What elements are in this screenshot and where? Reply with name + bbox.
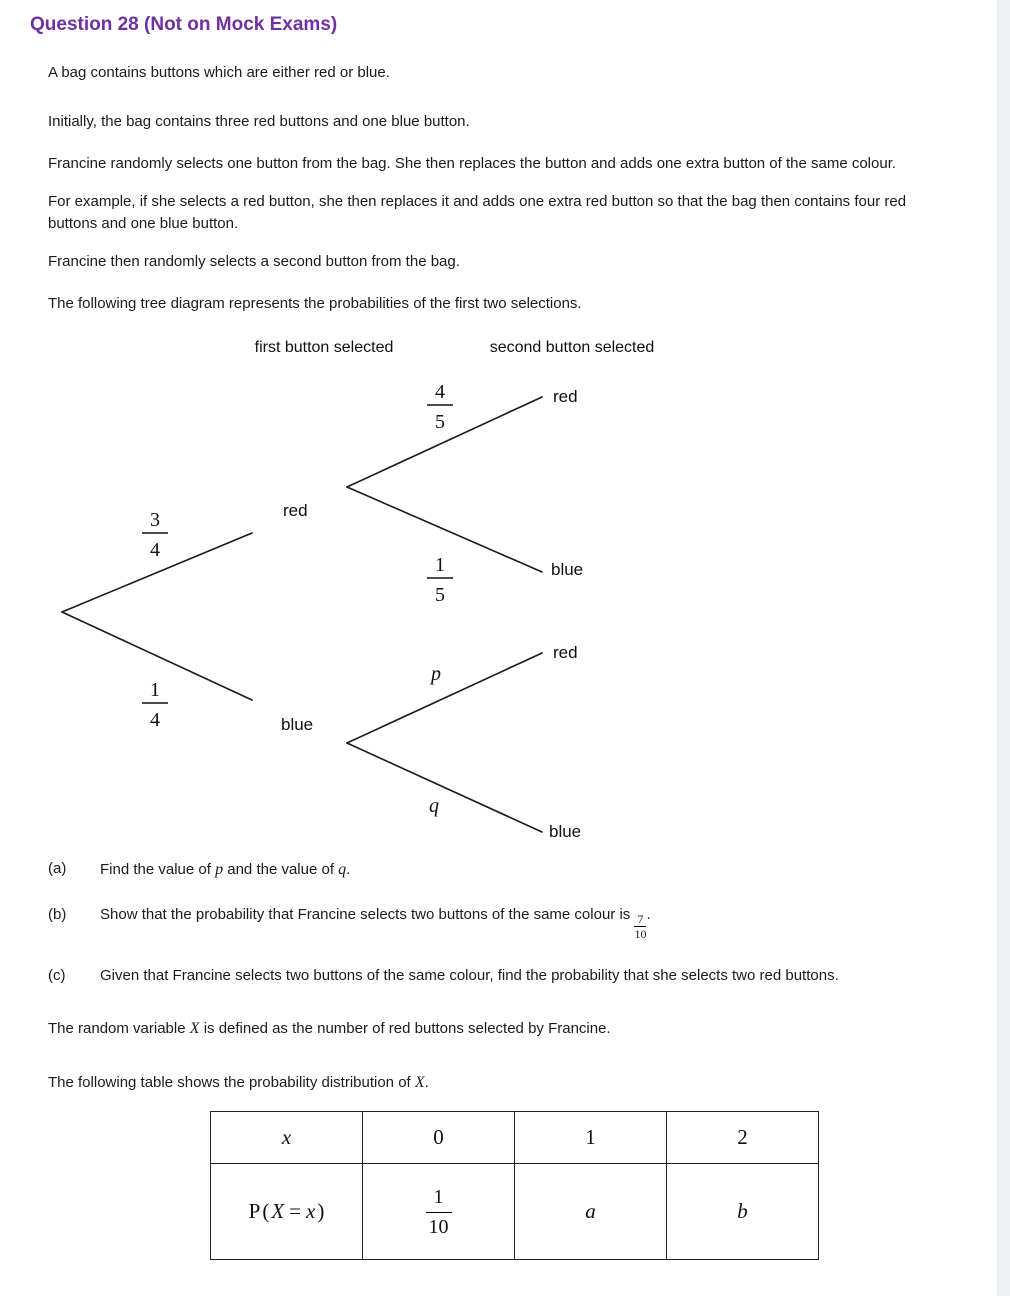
probability-blue-red-p: p	[431, 662, 441, 685]
tree-col2-header: second button selected	[489, 338, 655, 356]
intro-paragraph-3: Francine randomly selects one button from the bag. She then replaces the button and adds one extra button of the same colour.	[48, 155, 897, 172]
part-a-text-1: Find the value of	[100, 860, 216, 878]
fraction-7-10: $\frac{7}{10}$	[634, 911, 647, 941]
table-intro-paragraph	[48, 1071, 926, 1095]
probability-red-blue	[427, 554, 453, 606]
probability-first-blue	[142, 679, 168, 731]
table-intro-text-1: The following table shows the probability distribution of	[48, 1074, 415, 1092]
tree-col1-header: first button selected	[254, 338, 394, 356]
fraction-1-10: $\frac{1}{10}$	[426, 1186, 452, 1239]
node-first-red-label: red	[283, 500, 308, 520]
table-cell-prob-0	[363, 1164, 515, 1260]
part-b-label: (b)	[48, 905, 67, 923]
node-blue-blue-label: blue	[549, 821, 582, 841]
table-cell-value-1: 1	[515, 1112, 667, 1164]
intro-paragraph-1: A bag contains buttons which are either red or blue.	[48, 64, 390, 81]
probability-first-red	[142, 509, 168, 561]
node-blue-red-label: red	[553, 642, 578, 662]
table-cell-p-label	[211, 1164, 363, 1260]
intro-paragraph-5: Francine then randomly selects a second button from the bag.	[48, 252, 460, 270]
part-b-text-2: .	[646, 905, 651, 923]
part-b	[48, 904, 967, 941]
variable-X: X	[189, 1020, 200, 1038]
part-b-text-1: Show that the probability that Francine selects two buttons of the same colour is	[100, 905, 635, 923]
tree-diagram-svg	[48, 330, 963, 850]
svg-text:4: 4	[150, 538, 160, 561]
table-cell-value-0: 0	[363, 1112, 515, 1164]
table-cell-x-label: x	[211, 1112, 363, 1164]
part-c-text: Given that Francine selects two buttons of the same colour, find the probability that she selects two red buttons.	[100, 966, 839, 984]
p-of-x-expression: P ( X = x )	[248, 1199, 325, 1224]
svg-text:4: 4	[150, 708, 160, 731]
part-c-label: (c)	[48, 966, 66, 984]
table-intro-text-2: .	[424, 1074, 429, 1092]
table-cell-value-2: 2	[667, 1112, 819, 1164]
svg-text:1: 1	[435, 553, 445, 576]
rv-text-1: The random variable	[48, 1020, 190, 1038]
svg-text:4: 4	[435, 380, 445, 403]
branch-blue-red	[347, 653, 542, 743]
node-red-blue-label: blue	[551, 559, 584, 579]
rv-text-2: is defined as the number of red buttons selected by Francine.	[199, 1020, 611, 1038]
part-a	[48, 858, 967, 882]
svg-text:5: 5	[435, 410, 445, 433]
table-probability-row	[211, 1164, 819, 1260]
node-red-red-label: red	[553, 386, 578, 406]
question-title: Question 28 (Not on Mock Exams)	[30, 14, 338, 35]
part-c	[48, 965, 967, 988]
intro-paragraph-4: For example, if she selects a red button, she then replaces it and adds one extra red button so that the bag then contains four red buttons and one blue button.	[48, 192, 907, 232]
intro-paragraph-2: Initially, the bag contains three red buttons and one blue button.	[48, 112, 470, 130]
variable-X-2: X	[414, 1074, 425, 1092]
tree-diagram	[48, 330, 967, 850]
part-b-text	[100, 904, 960, 941]
branch-blue-blue	[347, 743, 542, 832]
probability-red-red	[427, 381, 453, 433]
svg-text:1: 1	[150, 678, 160, 701]
node-first-blue-label: blue	[281, 714, 314, 734]
svg-text:5: 5	[435, 583, 445, 606]
table-cell-prob-2: b	[667, 1164, 819, 1260]
part-a-text-2: and the value of	[223, 860, 339, 878]
part-a-text-3: .	[346, 860, 351, 878]
variable-q: q	[338, 860, 347, 878]
table-cell-prob-1: a	[515, 1164, 667, 1260]
variable-p: p	[215, 860, 224, 878]
probability-distribution-table	[210, 1111, 819, 1260]
table-header-row	[211, 1112, 819, 1164]
part-a-text	[100, 858, 960, 882]
random-variable-paragraph	[48, 1017, 926, 1041]
probability-blue-blue-q: q	[429, 794, 439, 817]
question-body	[48, 62, 967, 1260]
intro-paragraph-6: The following tree diagram represents the probabilities of the first two selections.	[48, 295, 582, 312]
svg-text:3: 3	[150, 508, 160, 531]
part-a-label: (a)	[48, 859, 67, 877]
